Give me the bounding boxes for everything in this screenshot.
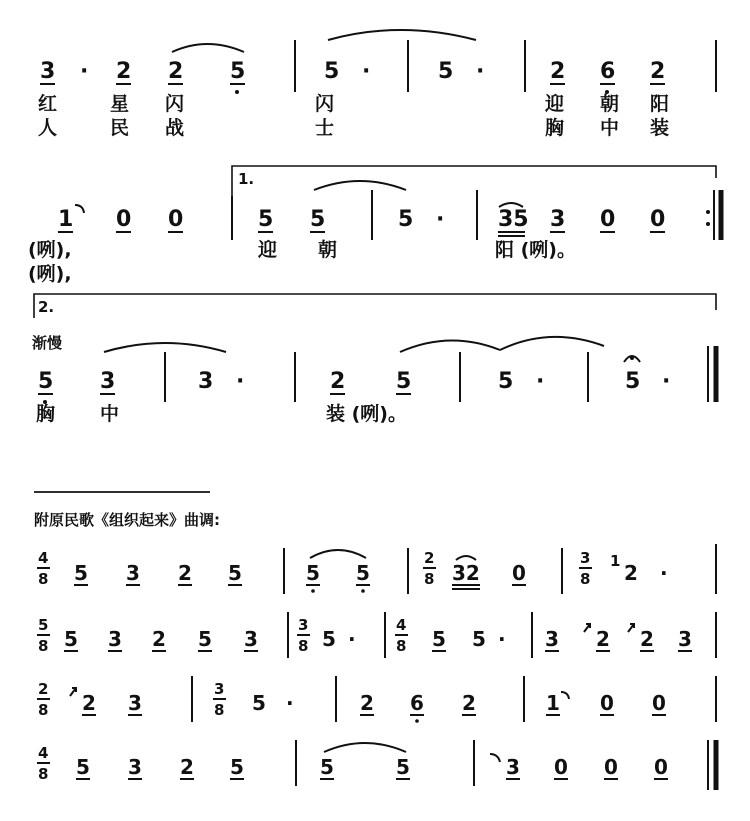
lyric: 阳	[650, 93, 670, 115]
volta-1-bracket	[232, 166, 716, 198]
lyric: 朝	[318, 239, 338, 261]
lyric: 战	[165, 117, 185, 139]
breath-mark	[561, 692, 569, 699]
grace-arrow	[628, 624, 634, 632]
low-dot	[415, 719, 419, 723]
note: 0	[652, 691, 666, 715]
repeat-dot	[706, 210, 710, 214]
time-sig-bottom: 8	[38, 637, 49, 655]
note: 3	[108, 627, 122, 651]
time-sig-bottom: 8	[38, 701, 49, 719]
note: 5	[64, 627, 78, 651]
lyric: 阳 (咧)。	[495, 239, 576, 261]
note: 2	[152, 627, 166, 651]
lyric: 民	[110, 117, 130, 139]
note: 2	[116, 59, 132, 84]
note: 32	[452, 561, 480, 585]
slur	[500, 337, 604, 350]
note: 5	[396, 755, 410, 779]
time-sig-top: 5	[38, 616, 49, 634]
note: 5	[432, 627, 446, 651]
note: 0	[650, 207, 666, 232]
note: 2	[180, 755, 194, 779]
lyric: 闪	[315, 93, 335, 115]
low-dot	[235, 90, 239, 94]
dot: ·	[348, 627, 356, 651]
note: 0	[116, 207, 132, 232]
lyric: 中	[600, 117, 620, 139]
note: 5	[472, 627, 486, 651]
lyric: 装 (咧)。	[326, 403, 407, 425]
note: 0	[600, 691, 614, 715]
note: 5	[306, 561, 320, 585]
note: 3	[506, 755, 520, 779]
system-1	[38, 30, 716, 139]
time-sig-bottom: 8	[396, 637, 407, 655]
note: 3	[244, 627, 258, 651]
dot: ·	[236, 369, 245, 394]
volta-2-bracket	[34, 294, 716, 318]
note: 2	[596, 627, 610, 651]
note: 3	[126, 561, 140, 585]
note: 5	[252, 691, 266, 715]
note: 5	[310, 207, 326, 232]
note: 3	[678, 627, 692, 651]
lyric: 闪	[165, 93, 185, 115]
note: 3	[100, 369, 116, 394]
time-sig-top: 2	[424, 549, 435, 567]
note: 5	[396, 369, 412, 394]
lyric: 红	[38, 93, 58, 115]
note: 5	[38, 369, 54, 394]
note: 0	[168, 207, 184, 232]
time-sig-top: 2	[38, 680, 49, 698]
dot: ·	[362, 59, 371, 84]
note: 5	[324, 59, 340, 84]
note: 2	[178, 561, 192, 585]
note: 0	[554, 755, 568, 779]
time-sig-top: 3	[214, 680, 225, 698]
low-dot	[361, 589, 365, 593]
dot: ·	[498, 627, 506, 651]
repeat-dot	[706, 222, 710, 226]
time-sig-bottom: 8	[214, 701, 225, 719]
note: 3	[128, 755, 142, 779]
time-sig-bottom: 8	[298, 637, 309, 655]
appendix-line-2	[37, 612, 716, 658]
lyric: 胸	[545, 117, 565, 139]
note: 5	[398, 207, 414, 232]
note: 0	[600, 207, 616, 232]
note: 3	[545, 627, 559, 651]
lyric: 迎	[545, 93, 565, 115]
system-3	[31, 294, 716, 425]
note: 5	[230, 59, 246, 84]
grace-note: 1	[610, 552, 621, 570]
appendix-line-3	[37, 676, 716, 723]
lyric: 胸	[36, 403, 56, 425]
time-sig-bottom: 8	[38, 570, 49, 588]
slur	[314, 181, 406, 190]
note: 0	[654, 755, 668, 779]
slur	[328, 30, 476, 40]
lyric: (咧),	[28, 263, 72, 285]
volta-2-label: 2.	[38, 298, 55, 316]
dot: ·	[436, 207, 445, 232]
time-sig-top: 3	[580, 549, 591, 567]
note: 5	[76, 755, 90, 779]
note: 2	[650, 59, 666, 84]
breath-mark	[75, 205, 84, 213]
tempo-mark: 渐慢	[32, 334, 63, 352]
slur	[172, 44, 244, 52]
note: 5	[625, 369, 641, 394]
note: 2	[330, 369, 346, 394]
slur	[104, 343, 226, 352]
note: 2	[550, 59, 566, 84]
note: 1	[58, 207, 74, 232]
lyric: 星	[110, 93, 130, 115]
note: 6	[600, 59, 616, 84]
note: 2	[462, 691, 476, 715]
lyric: 朝	[600, 93, 620, 115]
note: 1	[546, 691, 560, 715]
system-2	[28, 166, 721, 285]
note: 3	[128, 691, 142, 715]
time-sig-top: 4	[396, 616, 407, 634]
note: 2	[640, 627, 654, 651]
lyric: 人	[38, 117, 58, 139]
fermata-dot	[630, 356, 634, 360]
appendix-line-4	[37, 740, 716, 790]
note: 3	[550, 207, 566, 232]
note: 2	[624, 561, 638, 585]
note: 3	[40, 59, 56, 84]
low-dot	[311, 589, 315, 593]
note: 5	[356, 561, 370, 585]
note: 5	[438, 59, 454, 84]
lyric: 士	[315, 117, 335, 139]
dot: ·	[536, 369, 545, 394]
breath-mark	[490, 754, 500, 762]
slur	[324, 743, 406, 752]
volta-1-label: 1.	[238, 170, 255, 188]
time-sig-bottom: 8	[38, 765, 49, 783]
grace-arrow	[70, 688, 76, 696]
slur	[456, 556, 476, 560]
dot: ·	[662, 369, 671, 394]
grace-arrow	[584, 624, 590, 632]
lyric: (咧),	[28, 239, 72, 261]
slur	[310, 550, 366, 558]
note: 5	[230, 755, 244, 779]
note: 2	[360, 691, 374, 715]
note: 0	[512, 561, 526, 585]
time-sig-bottom: 8	[424, 570, 435, 588]
note: 5	[320, 755, 334, 779]
note: 5	[498, 369, 514, 394]
time-sig-top: 3	[298, 616, 309, 634]
time-sig-top: 4	[38, 549, 49, 567]
note: 5	[258, 207, 274, 232]
slur	[400, 340, 500, 352]
note: 6	[410, 691, 424, 715]
note: 35	[498, 207, 529, 232]
time-sig-top: 4	[38, 744, 49, 762]
note: 5	[198, 627, 212, 651]
appendix-line-1	[37, 544, 716, 594]
lyric: 迎	[258, 239, 278, 261]
appendix-title: 附原民歌《组织起来》曲调:	[34, 511, 220, 529]
note: 5	[74, 561, 88, 585]
lyric: 装	[650, 117, 670, 139]
note: 2	[82, 691, 96, 715]
time-sig-bottom: 8	[580, 570, 591, 588]
dot: ·	[286, 691, 294, 715]
dot: ·	[476, 59, 485, 84]
note: 5	[322, 627, 336, 651]
dot: ·	[80, 59, 89, 84]
lyric: 中	[100, 403, 120, 425]
note: 2	[168, 59, 184, 84]
note: 0	[604, 755, 618, 779]
note: 3	[198, 369, 214, 394]
note: 5	[228, 561, 242, 585]
dot: ·	[660, 561, 668, 585]
